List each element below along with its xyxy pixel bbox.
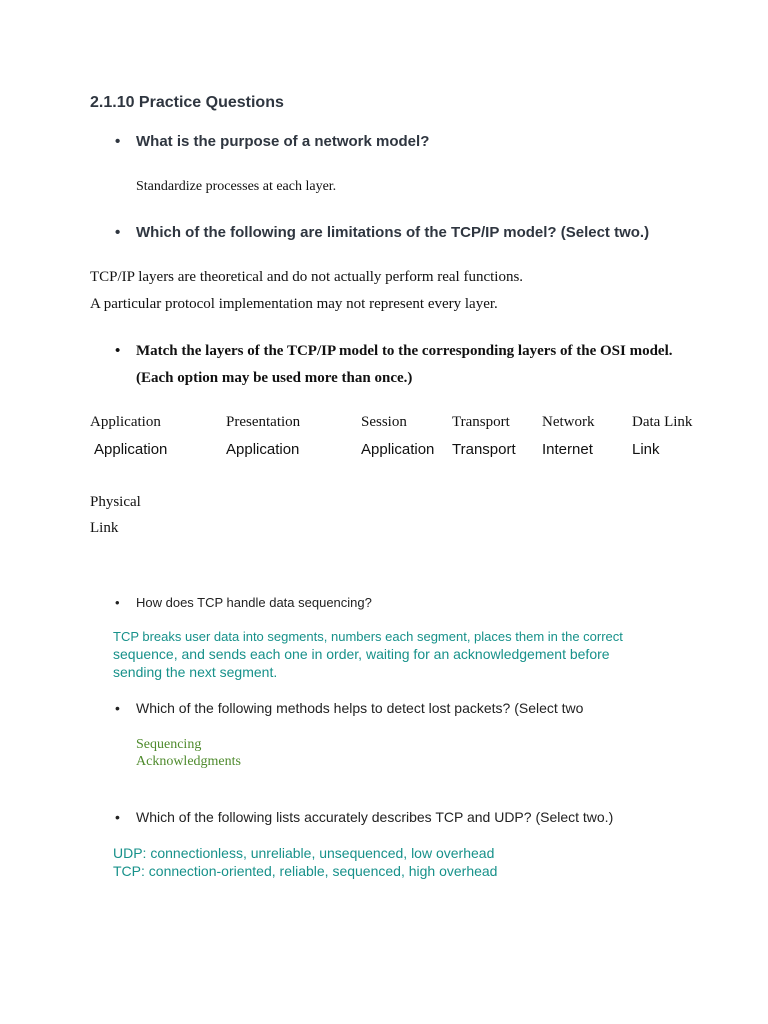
osi-layer-data-link: Data Link — [632, 414, 693, 430]
question-4: • How does TCP handle data sequencing? — [136, 595, 372, 610]
answer-4-line2: sequence, and sends each one in order, waiting for an acknowledgement before — [113, 646, 610, 662]
answer-4-line3: sending the next segment. — [113, 664, 278, 680]
answer-1: Standardize processes at each layer. — [136, 179, 337, 194]
tcpip-layer-for-network: Internet — [542, 441, 593, 458]
tcpip-layer-for-transport: Transport — [452, 441, 516, 458]
answer-4-line1: TCP breaks user data into segments, numbers each segment, places them in the correct — [113, 629, 623, 644]
osi-layer-transport: Transport — [452, 414, 510, 430]
page-heading: 2.1.10 Practice Questions — [90, 94, 284, 111]
tcpip-layer-for-application: Application — [94, 441, 168, 458]
osi-layer-session: Session — [361, 414, 407, 430]
question-6: • Which of the following lists accurately describes TCP and UDP? (Select two.) — [136, 809, 613, 825]
question-2: • Which of the following are limitations of the TCP/IP model? (Select two.) — [136, 224, 649, 241]
tcpip-layer-for-presentation: Application — [226, 441, 300, 458]
osi-layer-network: Network — [542, 414, 595, 430]
answer-5b: Acknowledgments — [136, 754, 241, 769]
answer-2b: A particular protocol implementation may not represent every layer. — [90, 296, 498, 312]
answer-6a: UDP: connectionless, unreliable, unsequenced, low overhead — [113, 845, 495, 861]
answer-2a: TCP/IP layers are theoretical and do not actually perform real functions. — [90, 269, 524, 285]
question-3-line1: • Match the layers of the TCP/IP model to the corresponding layers of the OSI model. — [136, 343, 672, 360]
osi-layer-physical: Physical — [90, 494, 141, 510]
question-3-line2: (Each option may be used more than once.) — [136, 370, 413, 386]
question-5: • Which of the following methods helps to detect lost packets? (Select two — [136, 700, 583, 716]
tcpip-layer-for-session: Application — [361, 441, 435, 458]
question-1: • What is the purpose of a network model? — [136, 133, 429, 150]
osi-layer-presentation: Presentation — [226, 414, 301, 430]
answer-6b: TCP: connection-oriented, reliable, sequenced, high overhead — [113, 863, 498, 879]
tcpip-layer-for-data-link: Link — [632, 441, 660, 458]
tcpip-layer-for-physical: Link — [90, 520, 119, 536]
osi-layer-application: Application — [90, 414, 161, 430]
answer-5a: Sequencing — [136, 737, 202, 752]
